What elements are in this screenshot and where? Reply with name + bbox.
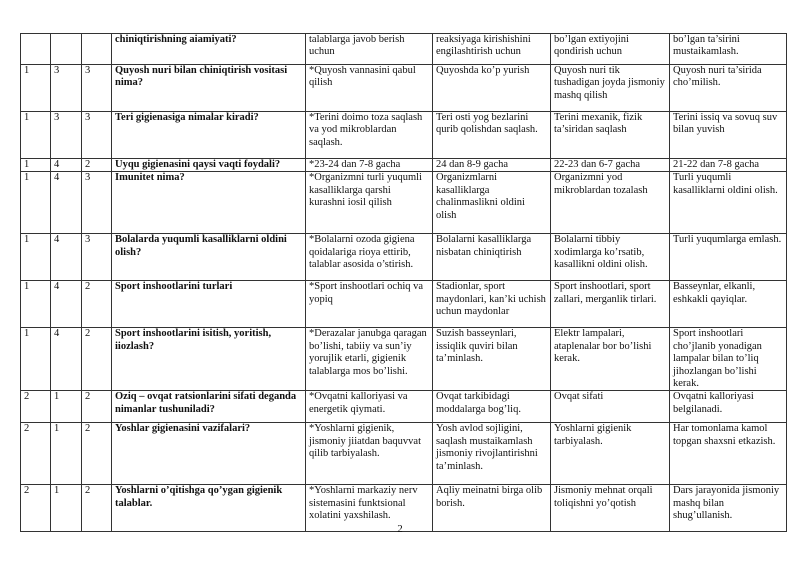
question-cell: Oziq – ovqat ratsionlarini sifati deganda nimanlar tushuniladi? <box>112 391 306 423</box>
answer-option-3-cell: Sport inshootlari, sport zallari, merganlik tirlari. <box>551 281 670 328</box>
cell-number-3: 2 <box>82 281 112 328</box>
cell-number-1: 1 <box>21 112 51 159</box>
table-row <box>21 281 787 328</box>
cell-number-2: 1 <box>51 391 82 423</box>
answer-correct-cell: *Sport inshootlari ochiq va yopiq <box>306 281 433 328</box>
table-row <box>21 423 787 485</box>
table-row <box>21 34 787 65</box>
answer-option-4-cell: Sport inshootlari cho’jlanib yonadigan lampalar bilan to’liq jihozlangan bo’lishi kerak. <box>670 328 787 391</box>
table-row <box>21 328 787 391</box>
answer-correct-cell: *Ovqatni kalloriyasi va energetik qiymati. <box>306 391 433 423</box>
table-row <box>21 112 787 159</box>
answer-option-4-cell: 21-22 dan 7-8 gacha <box>670 159 787 172</box>
answer-option-3-cell: Quyosh nuri tik tushadigan joyda jismoniy mashq qilish <box>551 65 670 112</box>
answer-option-3-cell: Terini mexanik, fizik ta’siridan saqlash <box>551 112 670 159</box>
cell-number-3: 2 <box>82 328 112 391</box>
cell-number-3 <box>82 34 112 65</box>
answer-option-2-cell: Organizmlarni kasalliklarga chalinmaslikni oldini olish <box>433 172 551 234</box>
answer-correct-cell: *Bolalarni ozoda gigiena qoidalariga rioya ettirib, talablar asosida o’stirish. <box>306 234 433 281</box>
question-cell: Sport inshootlarini turlari <box>112 281 306 328</box>
cell-number-1: 2 <box>21 485 51 532</box>
cell-number-1: 1 <box>21 234 51 281</box>
cell-number-1: 1 <box>21 172 51 234</box>
table-row <box>21 65 787 112</box>
answer-option-4-cell: Dars jarayonida jismoniy mashq bilan shug’ullanish. <box>670 485 787 532</box>
answer-option-3-cell: Bolalarni tibbiy xodimlarga ko’rsatib, kasallikni oldini olish. <box>551 234 670 281</box>
cell-number-2: 4 <box>51 159 82 172</box>
answer-option-3-cell: Elektr lampalari, ataplenalar bor bo’lishi kerak. <box>551 328 670 391</box>
cell-number-3: 2 <box>82 159 112 172</box>
question-cell: Sport inshootlarini isitish, yoritish, iiozlash? <box>112 328 306 391</box>
answer-option-3-cell: Organizmni yod mikroblardan tozalash <box>551 172 670 234</box>
answer-option-2-cell: Aqliy meinatni birga olib borish. <box>433 485 551 532</box>
answer-option-2-cell: Suzish basseynlari, issiqlik quviri bilan ta’minlash. <box>433 328 551 391</box>
question-cell: Imunitet nima? <box>112 172 306 234</box>
answer-option-3-cell: Yoshlarni gigienik tarbiyalash. <box>551 423 670 485</box>
cell-number-2: 4 <box>51 172 82 234</box>
question-cell: Teri gigienasiga nimalar kiradi? <box>112 112 306 159</box>
answer-option-2-cell: Teri osti yog bezlarini qurib qolishdan saqlash. <box>433 112 551 159</box>
cell-number-2: 4 <box>51 328 82 391</box>
table-row <box>21 172 787 234</box>
answer-correct-cell: talablarga javob berish uchun <box>306 34 433 65</box>
answer-correct-cell: *Yoshlarni gigienik, jismoniy jiiatdan baquvvat qilib tarbiyalash. <box>306 423 433 485</box>
cell-number-3: 3 <box>82 112 112 159</box>
cell-number-3: 2 <box>82 423 112 485</box>
question-cell: chiniqtirishning aiamiyati? <box>112 34 306 65</box>
answer-option-2-cell: Stadionlar, sport maydonlari, kan’ki uchish uchun maydonlar <box>433 281 551 328</box>
answer-option-3-cell: Jismoniy mehnat orqali toliqishni yo’qotish <box>551 485 670 532</box>
answer-option-4-cell: Turli yuqumli kasalliklarni oldini olish. <box>670 172 787 234</box>
cell-number-1 <box>21 34 51 65</box>
cell-number-3: 3 <box>82 65 112 112</box>
question-cell: Bolalarda yuqumli kasalliklarni oldini olish? <box>112 234 306 281</box>
question-cell: Yoshlarni o’qitishga qo’ygan gigienik talablar. <box>112 485 306 532</box>
answer-option-4-cell: Basseynlar, elkanli, eshkakli qayiqlar. <box>670 281 787 328</box>
cell-number-1: 1 <box>21 65 51 112</box>
page-number: 2 <box>397 523 403 535</box>
cell-number-2 <box>51 34 82 65</box>
answer-correct-cell: *Yoshlarni markaziy nerv sistemasini funktsional xolatini yaxshilash. <box>306 485 433 532</box>
answer-option-2-cell: reaksiyaga kirishishini engilashtirish uchun <box>433 34 551 65</box>
cell-number-1: 1 <box>21 328 51 391</box>
cell-number-2: 3 <box>51 112 82 159</box>
cell-number-2: 1 <box>51 485 82 532</box>
cell-number-1: 2 <box>21 391 51 423</box>
table-row <box>21 234 787 281</box>
answer-option-4-cell: Turli yuqumlarga emlash. <box>670 234 787 281</box>
answer-correct-cell: *Derazalar janubga qaragan bo’lishi, tabiiy va sun’iy yorujlik etarli, gigienik talablarga mos bo’lishi. <box>306 328 433 391</box>
answer-option-2-cell: Yosh avlod sojligini, saqlash mustaikamlash jismoniy rivojlantirishni ta’minlash. <box>433 423 551 485</box>
answer-option-3-cell: Ovqat sifati <box>551 391 670 423</box>
question-cell: Quyosh nuri bilan chiniqtirish vositasi nima? <box>112 65 306 112</box>
answer-option-2-cell: 24 dan 8-9 gacha <box>433 159 551 172</box>
question-cell: Yoshlar gigienasini vazifalari? <box>112 423 306 485</box>
table-body <box>21 34 787 532</box>
cell-number-3: 2 <box>82 391 112 423</box>
cell-number-2: 4 <box>51 281 82 328</box>
answer-option-2-cell: Quyoshda ko’p yurish <box>433 65 551 112</box>
questions-table <box>20 33 787 532</box>
cell-number-1: 2 <box>21 423 51 485</box>
cell-number-2: 3 <box>51 65 82 112</box>
cell-number-3: 3 <box>82 172 112 234</box>
answer-option-4-cell: Har tomonlama kamol topgan shaxsni etkazish. <box>670 423 787 485</box>
answer-correct-cell: *Terini doimo toza saqlash va yod mikroblardan saqlash. <box>306 112 433 159</box>
cell-number-1: 1 <box>21 159 51 172</box>
cell-number-2: 4 <box>51 234 82 281</box>
answer-option-4-cell: bo’lgan ta’sirini mustaikamlash. <box>670 34 787 65</box>
answer-correct-cell: *Organizmni turli yuqumli kasalliklarga qarshi kurashni iosil qilish <box>306 172 433 234</box>
answer-option-4-cell: Ovqatni kalloriyasi belgilanadi. <box>670 391 787 423</box>
answer-option-2-cell: Bolalarni kasalliklarga nisbatan chiniqtirish <box>433 234 551 281</box>
answer-correct-cell: *Quyosh vannasini qabul qilish <box>306 65 433 112</box>
cell-number-1: 1 <box>21 281 51 328</box>
answer-option-2-cell: Ovqat tarkibidagi moddalarga bog’liq. <box>433 391 551 423</box>
answer-option-4-cell: Terini issiq va sovuq suv bilan yuvish <box>670 112 787 159</box>
answer-option-4-cell: Quyosh nuri ta’sirida cho’milish. <box>670 65 787 112</box>
table-row <box>21 391 787 423</box>
table-row <box>21 159 787 172</box>
answer-correct-cell: *23-24 dan 7-8 gacha <box>306 159 433 172</box>
question-cell: Uyqu gigienasini qaysi vaqti foydali? <box>112 159 306 172</box>
answer-option-3-cell: bo’lgan extiyojini qondirish uchun <box>551 34 670 65</box>
answer-option-3-cell: 22-23 dan 6-7 gacha <box>551 159 670 172</box>
cell-number-3: 2 <box>82 485 112 532</box>
cell-number-2: 1 <box>51 423 82 485</box>
cell-number-3: 3 <box>82 234 112 281</box>
